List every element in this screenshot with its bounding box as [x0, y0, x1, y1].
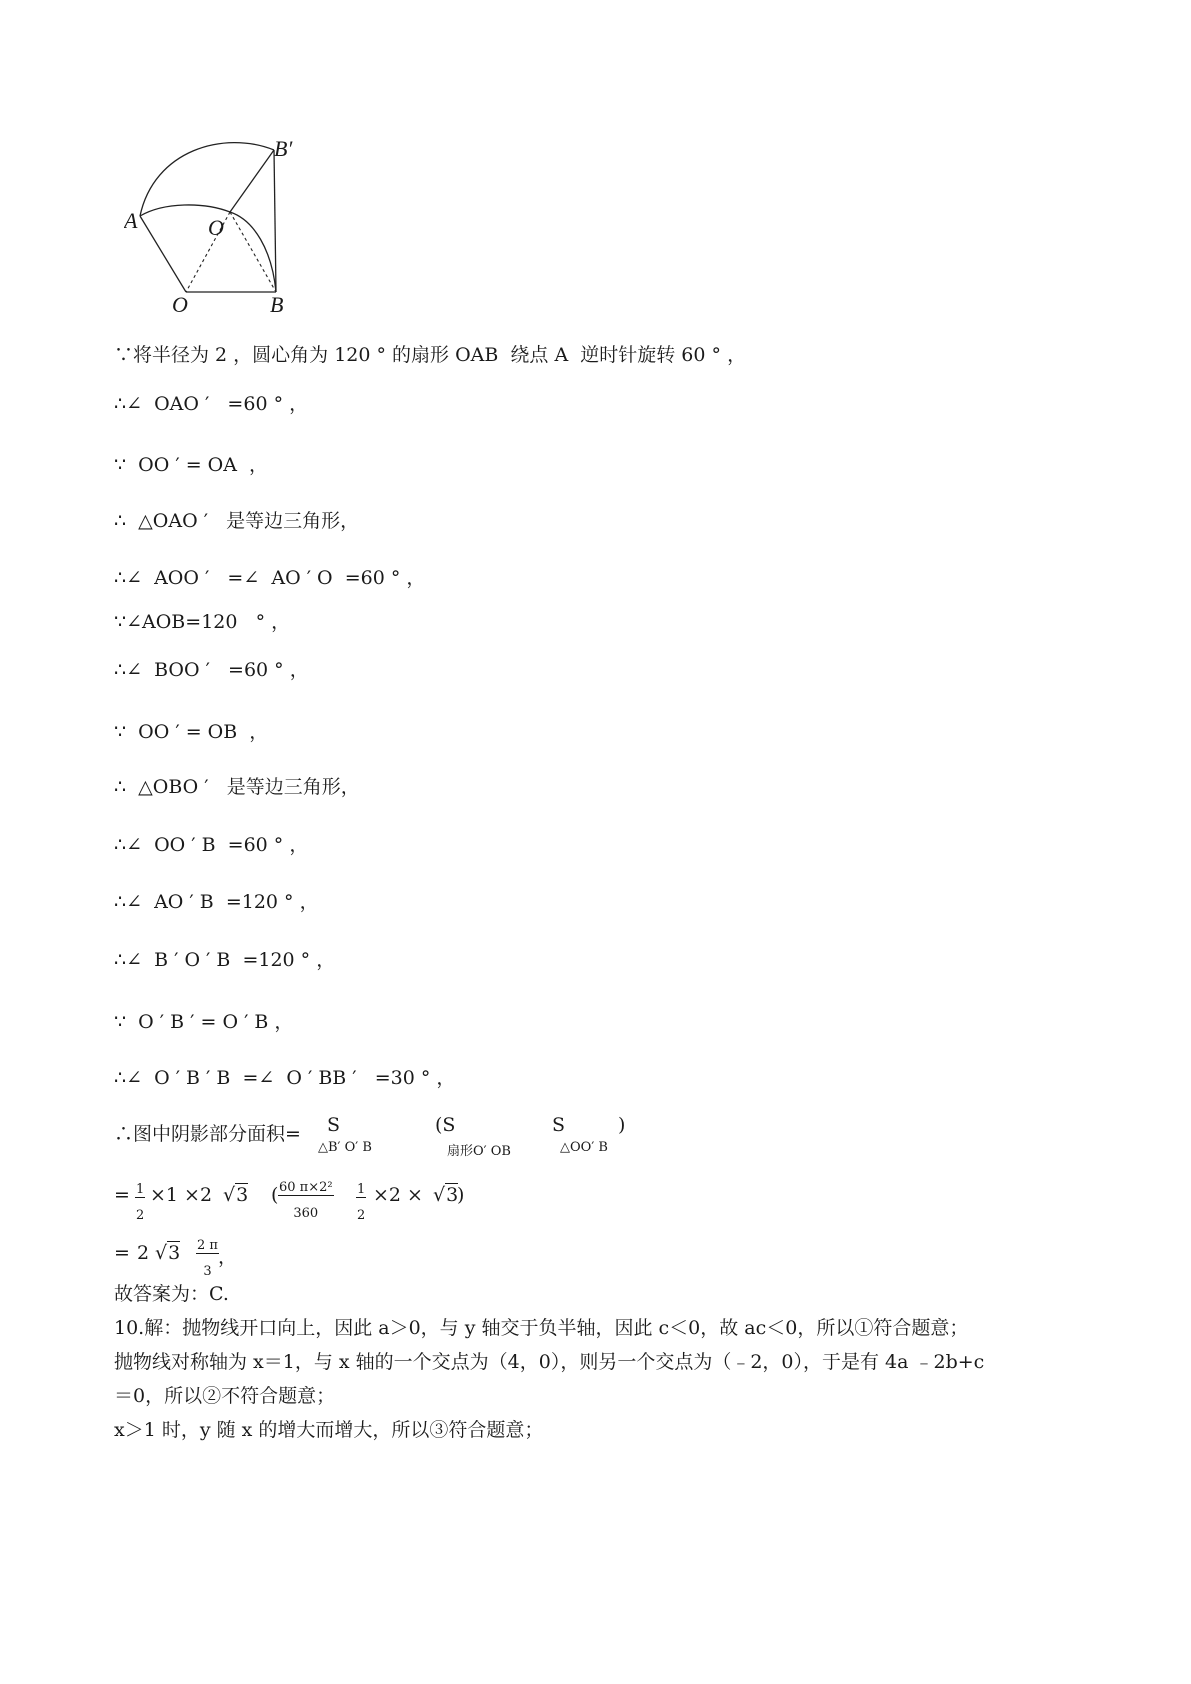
q10-line: x＞1 时，y 随 x 的增大而增大，所以③符合题意； [114, 1419, 544, 1441]
sqrt-radicand: 3 [236, 1184, 249, 1206]
calc1-eq: = [114, 1184, 130, 1206]
sqrt-radicand: 3 [446, 1184, 459, 1206]
area-paren-S: (S [435, 1114, 456, 1136]
proof-step: ∵∠AOB=120 ° ， [114, 611, 291, 633]
area-S1: S [327, 1114, 341, 1136]
calc2-eq: = [114, 1242, 130, 1264]
area-close: ) [618, 1114, 626, 1136]
calc2-comma: ， [218, 1246, 238, 1268]
calc2-two: 2 [137, 1242, 150, 1264]
calc1-close: ) [457, 1184, 465, 1206]
area-S3: S [552, 1114, 566, 1136]
frac-denominator: 3 [203, 1264, 212, 1279]
proof-step: ∴∠ OO ′ B =60 ° ， [114, 834, 309, 856]
calc1-open: ( [271, 1184, 279, 1206]
proof-step: ∴ △OBO ′ 是等边三角形， [114, 776, 360, 798]
proof-step: ∴∠ OAO ′ =60 ° ， [114, 393, 309, 415]
dashed-O'B [230, 212, 276, 292]
calc2-sqrt: √3 [155, 1242, 181, 1264]
area-S2-sub: 扇形O′ OB [447, 1144, 511, 1159]
area-lead: ∴图中阴影部分面积= [114, 1123, 301, 1145]
area-S1-sub: △B′ O′ B [318, 1140, 372, 1155]
frac-numerator: 1 [136, 1182, 145, 1197]
proof-step: ∴∠ BOO ′ =60 ° ， [114, 659, 309, 681]
label-A: A [124, 208, 138, 233]
sqrt-radicand: 3 [168, 1242, 181, 1264]
label-O: O [172, 292, 188, 317]
figure-svg [124, 140, 324, 340]
frac-denominator: 2 [357, 1208, 366, 1223]
proof-step: ∵ OO ′ = OA ， [114, 454, 269, 476]
answer-line: 故答案为：C. [114, 1283, 229, 1305]
q10-line: ＝0，所以②不符合题意； [114, 1385, 336, 1407]
calc1-frac-sector [278, 1180, 334, 1221]
proof-step: ∴∠ AOO ′ =∠ AO ′ O =60 ° ， [114, 567, 426, 589]
calc1-mid: ×1 ×2 [150, 1184, 213, 1206]
calc1-tail: ×2 × [373, 1184, 423, 1206]
label-B-prime: B′ [274, 140, 293, 161]
rotation-figure [124, 140, 324, 344]
calc1-frac-half [135, 1182, 145, 1223]
frac-numerator: 1 [357, 1182, 366, 1197]
q10-line: 抛物线对称轴为 x＝1，与 x 轴的一个交点为（4，0），则另一个交点为（﹣2，0），于是有 4a ﹣2b+c [114, 1351, 985, 1373]
segment-AO [140, 216, 186, 292]
frac-numerator: 2 π [197, 1238, 218, 1253]
calc2-frac [196, 1238, 219, 1279]
frac-denominator: 2 [136, 1208, 145, 1223]
proof-step: ∴∠ O ′ B ′ B =∠ O ′ BB ′ =30 ° ， [114, 1067, 456, 1089]
proof-step: ∵ OO ′ = OB ， [114, 721, 269, 743]
proof-step: ∴∠ B ′ O ′ B =120 ° ， [114, 949, 336, 971]
calc1-sqrt: √3 [223, 1184, 249, 1206]
proof-step: ∴∠ AO ′ B =120 ° ， [114, 891, 319, 913]
proof-step: ∴ △OAO ′ 是等边三角形， [114, 510, 360, 532]
segment-O'B' [230, 150, 274, 212]
q10-line: 10.解：抛物线开口向上，因此 a＞0，与 y 轴交于负半轴，因此 c＜0，故 ac＜0，所以①符合题意； [114, 1317, 969, 1339]
frac-denominator: 360 [293, 1206, 319, 1221]
area-S3-sub: △OO′ B [560, 1140, 608, 1155]
proof-step: ∵ O ′ B ′ = O ′ B ， [114, 1011, 294, 1033]
calc1-sqrt-2: √3 [433, 1184, 459, 1206]
calc1-frac-half-2 [356, 1182, 366, 1223]
label-B: B [270, 292, 284, 317]
segment-B'B [274, 150, 276, 292]
label-O-prime: O [208, 215, 224, 240]
frac-numerator: 60 π×2² [279, 1180, 333, 1195]
proof-step: ∵将半径为 2 ，圆心角为 120 ° 的扇形 OAB 绕点 A 逆时针旋转 60 ° ， [114, 344, 747, 366]
